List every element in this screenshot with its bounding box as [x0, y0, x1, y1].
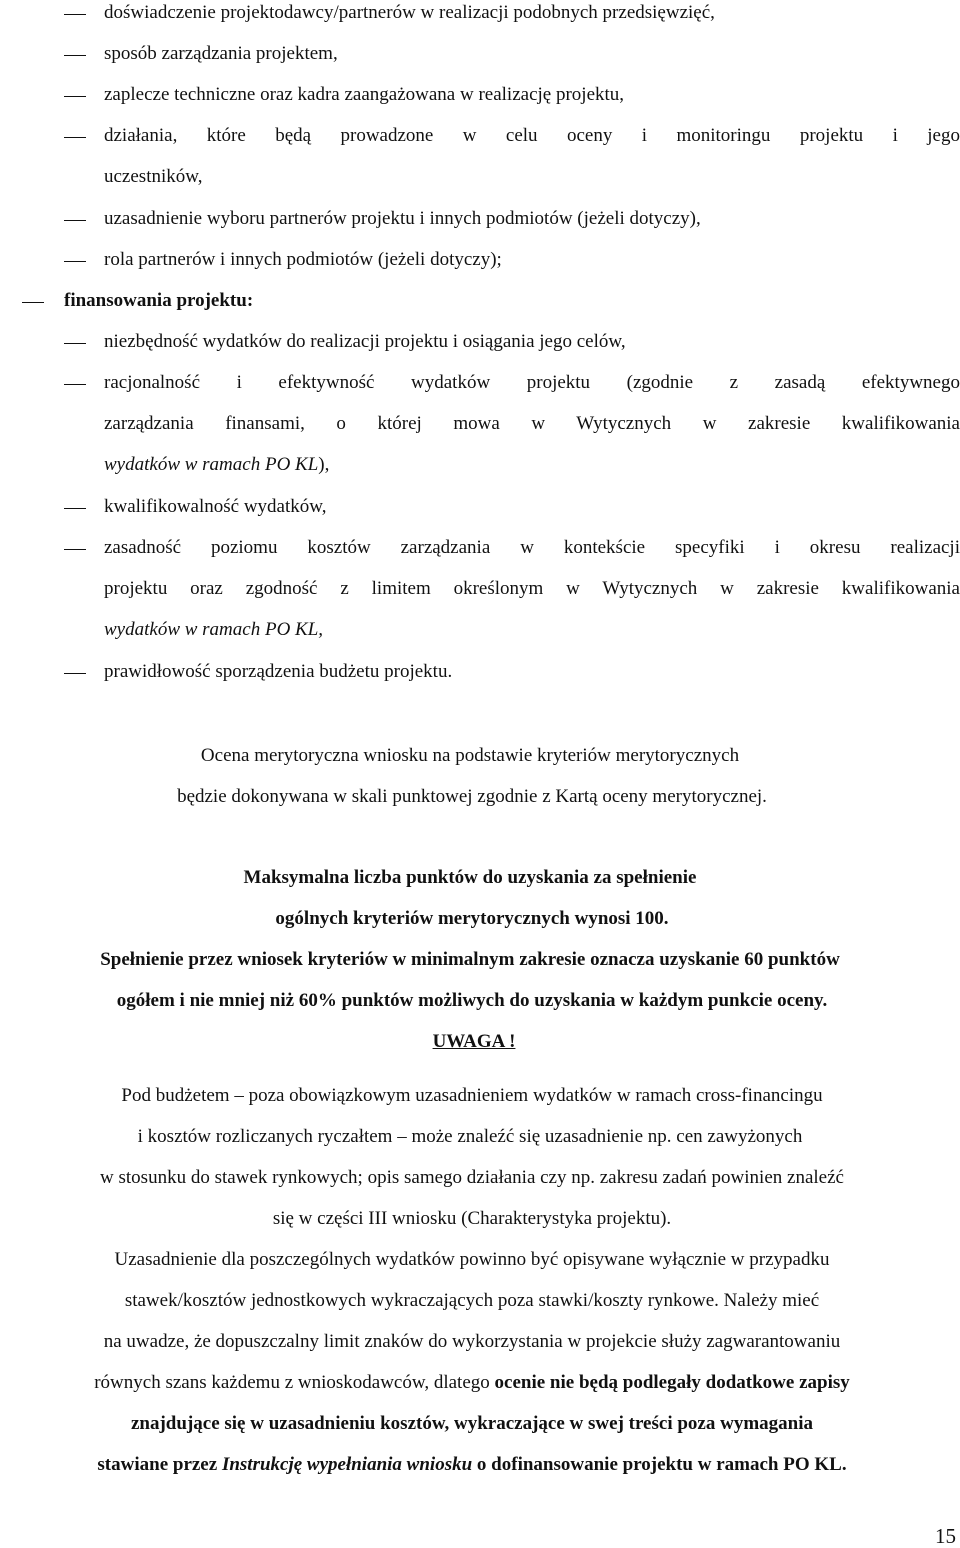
dash-bullet-icon: [22, 302, 44, 303]
paragraph-line: Uzasadnienie dla poszczególnych wydatków powinno być opisywane wyłącznie w przypadku: [114, 1249, 830, 1270]
dash-bullet-icon: [64, 508, 86, 509]
paragraph-line: Pod budżetem – poza obowiązkowym uzasadnieniem wydatków w ramach cross-financingu: [121, 1085, 823, 1106]
list-item: uzasadnienie wyboru partnerów projektu i innych podmiotów (jeżeli dotyczy),: [104, 208, 701, 229]
list-item: doświadczenie projektodawcy/partnerów w realizacji podobnych przedsięwzięć,: [104, 2, 715, 23]
dash-bullet-icon: [64, 549, 86, 550]
plain-text: równych szans każdemu z wnioskodawców, dlatego: [94, 1372, 495, 1393]
paragraph-line: Maksymalna liczba punktów do uzyskania za spełnienie: [243, 867, 697, 888]
bold-italic-text: Instrukcję wypełniania wniosku: [221, 1454, 473, 1475]
list-item: kwalifikowalność wydatków,: [104, 496, 327, 517]
dash-bullet-icon: [64, 673, 86, 674]
dash-bullet-icon: [64, 261, 86, 262]
list-item: prawidłowość sporządzenia budżetu projektu.: [104, 661, 453, 682]
list-item-continuation: zarządzania finansami, o której mowa w Wytycznych w zakresie kwalifikowania: [104, 413, 960, 434]
paragraph-line: Ocena merytoryczna wniosku na podstawie kryteriów merytorycznych: [200, 745, 740, 766]
bold-text: o dofinansowanie projektu w ramach PO KL.: [472, 1454, 847, 1475]
list-item-continuation: uczestników,: [104, 166, 203, 187]
list-item: racjonalność i efektywność wydatków projektu (zgodnie z zasadą efektywnego: [104, 372, 960, 393]
paragraph-line: Spełnienie przez wniosek kryteriów w minimalnym zakresie oznacza uzyskanie 60 punktów: [100, 949, 840, 970]
bold-text: stawiane przez: [97, 1454, 222, 1475]
plain-text: ),: [318, 454, 330, 475]
list-item: zasadność poziomu kosztów zarządzania w kontekście specyfiki i okresu realizacji: [104, 537, 960, 558]
list-item: działania, które będą prowadzone w celu oceny i monitoringu projektu i jego: [104, 125, 960, 146]
financing-heading: finansowania projektu:: [64, 290, 254, 311]
dash-bullet-icon: [64, 96, 86, 97]
paragraph-line: i kosztów rozliczanych ryczałtem – może znaleźć się uzasadnienie np. cen zawyżonych: [137, 1126, 803, 1147]
paragraph-line: ogółem i nie mniej niż 60% punktów możliwych do uzyskania w każdym punkcie oceny.: [116, 990, 828, 1011]
list-item: niezbędność wydatków do realizacji projektu i osiągania jego celów,: [104, 331, 626, 352]
paragraph-line: ogólnych kryteriów merytorycznych wynosi 100.: [275, 908, 669, 929]
list-item-continuation: [104, 453, 329, 477]
list-item-continuation: wydatków w ramach PO KL,: [104, 619, 324, 640]
list-item: rola partnerów i innych podmiotów (jeżeli dotyczy);: [104, 249, 502, 270]
paragraph-line: na uwadze, że dopuszczalny limit znaków do wykorzystania w projekcie służy zagwarantowaniu: [103, 1331, 841, 1352]
paragraph-line: [0, 1371, 944, 1395]
bold-text: ocenie nie będą podlegały dodatkowe zapisy: [494, 1372, 850, 1393]
warning-heading: UWAGA !: [432, 1031, 516, 1052]
dash-bullet-icon: [64, 137, 86, 138]
paragraph-line: będzie dokonywana w skali punktowej zgodnie z Kartą oceny merytorycznej.: [177, 786, 767, 807]
list-item-continuation: projektu oraz zgodność z limitem określonym w Wytycznych w zakresie kwalifikowania: [104, 578, 960, 599]
dash-bullet-icon: [64, 343, 86, 344]
italic-text: wydatków w ramach PO KL: [104, 454, 319, 475]
dash-bullet-icon: [64, 220, 86, 221]
dash-bullet-icon: [64, 384, 86, 385]
list-item: zaplecze techniczne oraz kadra zaangażowana w realizację projektu,: [104, 84, 625, 105]
dash-bullet-icon: [64, 55, 86, 56]
paragraph-line: się w części III wniosku (Charakterystyka projektu).: [272, 1208, 672, 1229]
paragraph-line: w stosunku do stawek rynkowych; opis samego działania czy np. zakresu zadań powinien znaleźć: [100, 1167, 844, 1188]
list-item: sposób zarządzania projektem,: [104, 43, 338, 64]
paragraph-line: stawek/kosztów jednostkowych wykraczających poza stawki/koszty rynkowe. Należy mieć: [124, 1290, 820, 1311]
page-number: 15: [935, 1524, 956, 1548]
paragraph-line: znajdujące się w uzasadnieniu kosztów, wykraczające w swej treści poza wymagania: [130, 1413, 813, 1434]
paragraph-line: [0, 1453, 944, 1477]
dash-bullet-icon: [64, 14, 86, 15]
